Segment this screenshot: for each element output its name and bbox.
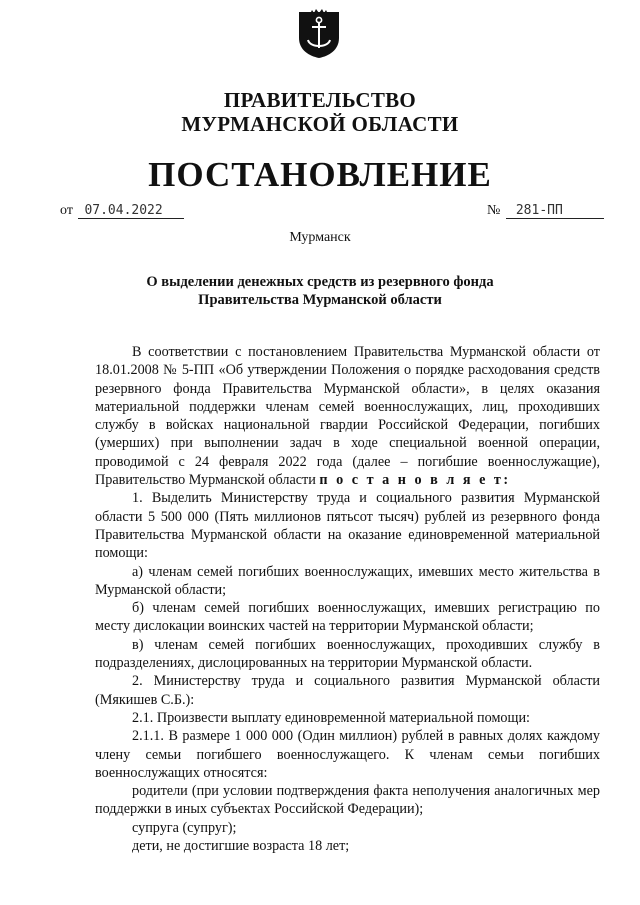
paragraph-1: 1. Выделить Министерству труда и социального развития Мурманской области 5 500 000 (Пять миллионов пятьсот тысяч) рублей из резервного фонда Правительства Мурманской области на оказание единовременной материальной помощи: [95, 490, 600, 562]
paragraph-2-1-1: 2.1.1. В размере 1 000 000 (Один миллион) рублей в равных долях каждому члену семьи погибшего военнослужащего. К членам семьи погибших военнослужащих относятся: [95, 728, 600, 781]
subject-line2: Правительства Мурманской области [198, 292, 442, 308]
number-prefix: № [487, 203, 501, 218]
paragraph-parents: родители (при условии подтверждения факта неполучения аналогичных мер поддержки в иных субъектах Российской Федерации); [95, 783, 600, 818]
intro-text: В соответствии с постановлением Правительства Мурманской области от 18.01.2008 № 5-ПП «Об утверждении Положения о порядке расходования средств резервного фонда Правительства Мурманской области», в целях оказания материальной поддержки членам семей военнослужащих, лиц, проходивших службу в войсках национальной гвардии Российской Федерации, погибших (умерших) при выполнении задач в ходе специальной военной операции, проводимой с 24 февраля 2022 года (далее – погибшие военнослужащие), Правительство Мурманской области [95, 344, 600, 489]
government-name-line2: МУРМАНСКОЙ ОБЛАСТИ [181, 112, 459, 136]
subject-line1: О выделении денежных средств из резервного фонда [146, 274, 494, 290]
paragraph-children: дети, не достигшие возраста 18 лет; [132, 838, 350, 855]
document-number: 281-ПП [506, 203, 604, 219]
government-name-line1: ПРАВИТЕЛЬСТВО [223, 88, 417, 112]
document-body [95, 343, 600, 855]
paragraph-1c: в) членам семей погибших военнослужащих, проходивших службу в подразделениях, дислоцированных на территории Мурманской области. [95, 636, 600, 672]
decree-word: п о с т а н о в л я е т: [319, 472, 511, 489]
document-type-title: ПОСТАНОВЛЕНИЕ [148, 155, 492, 194]
paragraph-1b: б) членам семей погибших военнослужащих, имевших регистрацию по месту дислокации воинских частей на территории Мурманской области; [95, 600, 600, 635]
intro-paragraph [95, 343, 600, 489]
date-field [60, 203, 184, 219]
number-field [487, 203, 604, 219]
paragraph-2-1: 2.1. Произвести выплату единовременной материальной помощи: [132, 709, 530, 726]
coat-of-arms-icon [293, 8, 345, 60]
paragraph-spouse: супруга (супруг); [132, 819, 237, 836]
paragraph-2: 2. Министерству труда и социального развития Мурманской области (Мякишев С.Б.): [95, 673, 600, 708]
date-prefix: от [60, 203, 73, 218]
paragraph-1a: а) членам семей погибших военнослужащих, имевших место жительства в Мурманской области; [95, 563, 600, 598]
document-date: 07.04.2022 [78, 203, 184, 219]
city-name: Мурманск [289, 230, 351, 245]
